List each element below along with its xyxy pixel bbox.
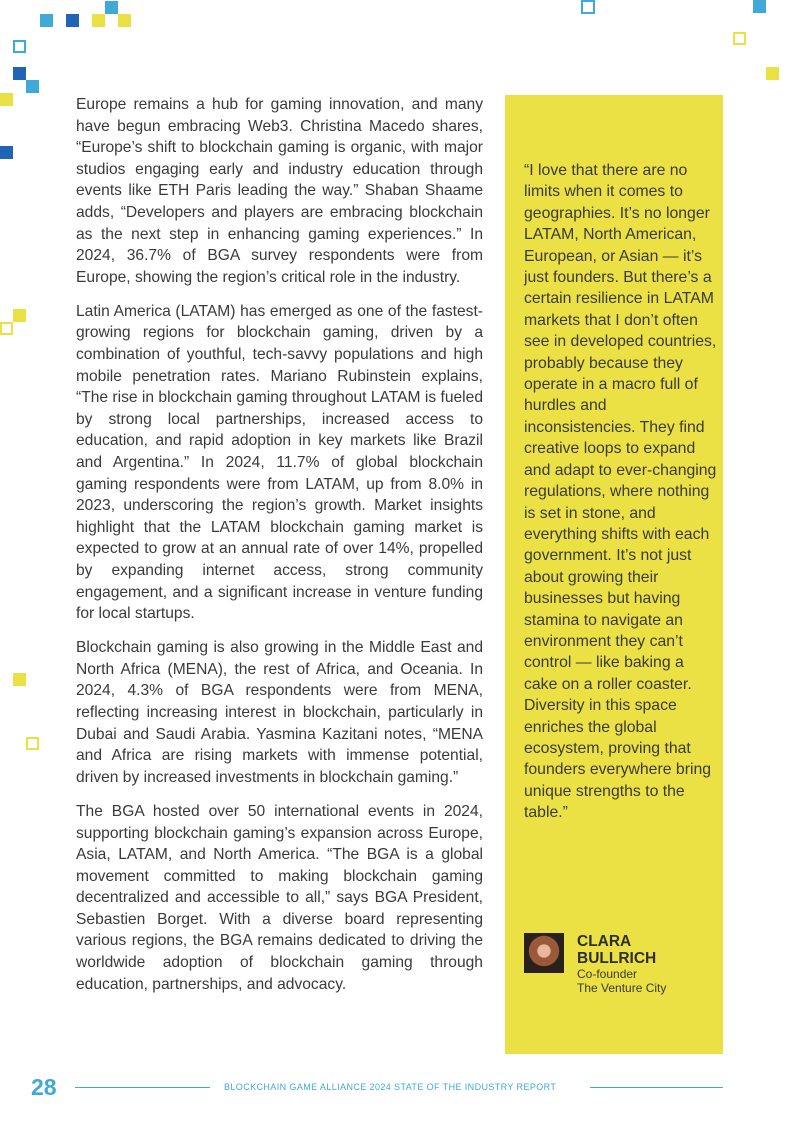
pull-quote-box xyxy=(505,95,723,1054)
decor-square xyxy=(40,14,53,27)
page-number: 28 xyxy=(31,1074,57,1100)
page-footer xyxy=(0,1074,800,1100)
paragraph-mena: Blockchain gaming is also growing in the Middle East and North Africa (MENA), the rest of Africa, and Oceania. In 2024, 4.3% of BGA respondents were from MENA, reflecting increasing interest in blockchain, particularly in Dubai and Saudi Arabia. Yasmina Kazitani notes, “MENA and Africa are rising markets with immense potential, driven by increased investments in blockchain gaming.” xyxy=(76,639,483,786)
main-article xyxy=(76,94,483,1008)
decor-square xyxy=(13,309,26,322)
decor-square xyxy=(66,14,79,27)
quote-attribution xyxy=(524,933,666,995)
footer-rule-right xyxy=(590,1087,723,1088)
decor-square xyxy=(733,32,746,45)
pull-quote-text: “I love that there are no limits when it comes to geographies. It’s no longer LATAM, North American, European, or Asian — it’s just founders. But there’s a certain resilience in LATAM markets that I don’t often see in developed countries, probably because they operate in a macro full of hurdles and inconsistencies. They find creative loops to expand and adapt to ever-changing regulations, where nothing is set in stone, and everything shifts with each government. It’s not just about growing their businesses but having stamina to navigate an environment they can’t control — like baking a cake on a roller coaster. Diversity in this space enriches the global ecosystem, proving that founders everywhere bring unique strengths to the table.” xyxy=(524,162,717,822)
paragraph-bga-events: The BGA hosted over 50 international events in 2024, supporting blockchain gaming’s expansion across Europe, Asia, LATAM, and North America. “The BGA is a global movement committed to making blockchain gaming decentralized and accessible to all,” says BGA President, Sebastien Borget. With a diverse board representing various regions, the BGA remains dedicated to driving the worldwide adoption of blockchain gaming through education, partnerships, and advocacy. xyxy=(76,802,483,993)
decor-square xyxy=(13,67,26,80)
decor-square xyxy=(0,146,13,159)
decor-square xyxy=(26,80,39,93)
footer-rule-left xyxy=(75,1087,210,1088)
decor-square xyxy=(766,67,779,80)
decor-square xyxy=(118,14,131,27)
paragraph-latam: Latin America (LATAM) has emerged as one of the fastest-growing regions for blockchain gaming, driven by a combination of youthful, tech-savvy populations and high mobile penetration rates. Mariano Rubinstein explains, “The rise in blockchain gaming throughout LATAM is fueled by strong local partnerships, increased access to education, and rapid adoption in key markets like Brazil and Argentina.” In 2024, 11.7% of global blockchain gaming respondents were from LATAM, up from 8.0% in 2023, underscoring the region’s growth. Market insights highlight that the LATAM blockchain gaming market is expected to grow at an annual rate of over 14%, propelled by expanding internet access, strong community engagement, and a significant increase in venture funding for local startups. xyxy=(76,302,483,623)
author-photo xyxy=(524,933,564,973)
decor-square xyxy=(0,322,13,335)
decor-square xyxy=(0,93,13,106)
paragraph-europe: Europe remains a hub for gaming innovation, and many have begun embracing Web3. Christina Macedo shares, “Europe’s shift to blockchain gaming is organic, with major studios engaging early and industry education through events like ETH Paris leading the way.” Shaban Shaame adds, “Developers and players are embracing blockchain as the next step in enhancing gaming experiences.” In 2024, 36.7% of BGA survey respondents were from Europe, showing the region’s critical role in the industry. xyxy=(76,96,483,286)
decor-square xyxy=(105,1,118,14)
author-company: The Venture City xyxy=(577,981,667,995)
report-title: BLOCKCHAIN GAME ALLIANCE 2024 STATE OF THE INDUSTRY REPORT xyxy=(224,1082,557,1092)
decor-square xyxy=(92,14,105,27)
author-title: Co-founder xyxy=(577,967,638,981)
decor-square xyxy=(581,0,595,14)
decor-square xyxy=(13,673,26,686)
decor-square xyxy=(13,40,26,53)
decor-square xyxy=(26,737,39,750)
author-name: CLARA BULLRICH xyxy=(577,933,657,967)
decor-square xyxy=(753,0,766,13)
